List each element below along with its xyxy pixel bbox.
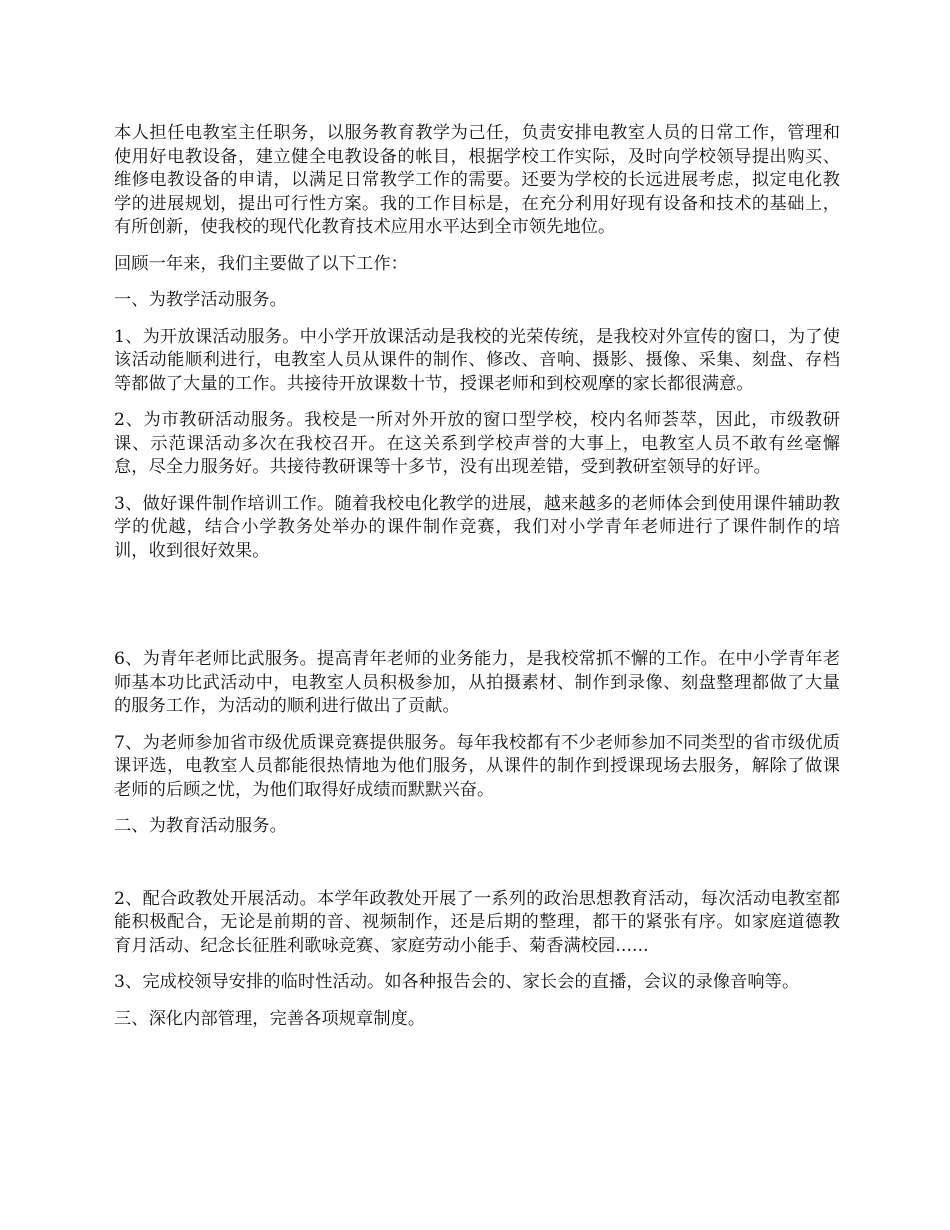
blank-space	[114, 576, 840, 648]
document-body	[114, 122, 840, 1044]
item-courseware-training: 3、做好课件制作培训工作。随着我校电化教学的进展，越来越多的老师体会到使用课件辅助教学的优越，结合小学教务处举办的课件制作竞赛，我们对小学青年老师进行了课件制作的培训，收到很好效果。	[114, 493, 840, 561]
item-young-teacher-competition: 6、为青年老师比武服务。提高青年老师的业务能力，是我校常抓不懈的工作。在中小学青年老师基本功比武活动中，电教室人员积极参加，从拍摄素材、制作到录像、刻盘整理都做了大量的服务工作，为活动的顺利进行做出了贡献。	[114, 649, 840, 716]
section-heading-management: 三、深化内部管理，完善各项规章制度。	[114, 1008, 426, 1029]
item-research-activity: 2、为市教研活动服务。我校是一所对外开放的窗口型学校，校内名师荟萃，因此，市级教研课、示范课活动多次在我校召开。在这关系到学校声誉的大事上，电教室人员不敢有丝毫懈怠，尽全力服务好。共接待教研课等十多节，没有出现差错，受到教研室领导的好评。	[114, 410, 840, 477]
intro-paragraph: 本人担任电教室主任职务，以服务教育教学为己任，负责安排电教室人员的日常工作，管理和使用好电教设备，建立健全电教设备的帐目，根据学校工作实际，及时向学校领导提出购买、维修电教设备的申请，以满足日常教学工作的需要。还要为学校的长远进展考虑，拟定电化教学的进展规划，提出可行性方案。我的工作目标是，在充分利用好现有设备和技术的基础上，有所创新，使我校的现代化教育技术应用水平达到全市领先地位。	[114, 123, 840, 237]
review-heading: 回顾一年来，我们主要做了以下工作：	[114, 253, 408, 274]
section-heading-education: 二、为教育活动服务。	[114, 816, 287, 836]
item-political-education: 2、配合政教处开展活动。本学年政教处开展了一系列的政治思想教育活动，每次活动电教室都能积极配合，无论是前期的音、视频制作，还是后期的整理，都干的紧张有序。如家庭道德教育月活动、纪念长征胜利歌咏竞赛、家庭劳动小能手、菊香满校园......	[114, 888, 840, 956]
section-heading-teaching: 一、为教学活动服务。	[114, 290, 287, 310]
item-quality-class-contest: 7、为老师参加省市级优质课竞赛提供服务。每年我校都有不少老师参加不同类型的省市级优质课评选，电教室人员都能很热情地为他们服务，从课件的制作到授课现场去服务，解除了做课老师的后顾之忧，为他们取得好成绩而默默兴奋。	[114, 732, 840, 800]
item-open-class: 1、为开放课活动服务。中小学开放课活动是我校的光荣传统，是我校对外宣传的窗口，为了使该活动能顺利进行，电教室人员从课件的制作、修改、音响、摄影、摄像、采集、刻盘、存档等都做了大量的工作。共接待开放课数十节，授课老师和到校观摩的家长都很满意。	[114, 326, 840, 394]
item-temporary-activities: 3、完成校领导安排的临时性活动。如各种报告会的、家长会的直播，会议的录像音响等。	[114, 972, 800, 992]
blank-space	[114, 852, 840, 888]
